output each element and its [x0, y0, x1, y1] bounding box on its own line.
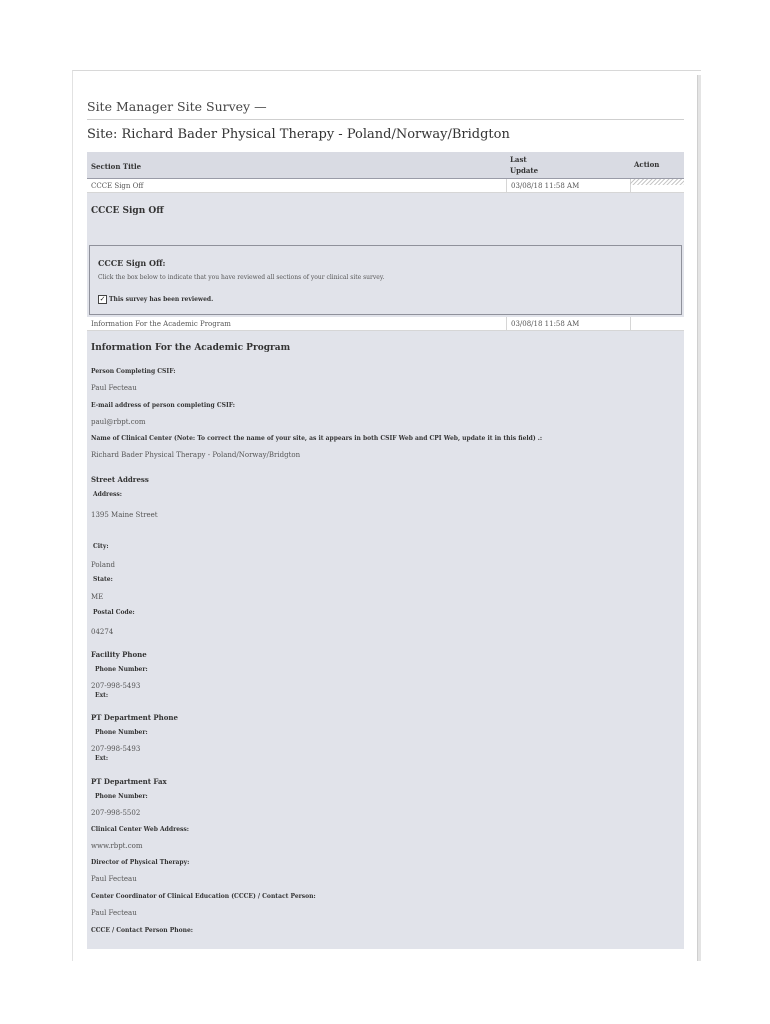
section-heading: CCCE Sign Off	[91, 206, 164, 216]
ccce-contact-label: Center Coordinator of Clinical Education (CCCE) / Contact Person:	[91, 893, 316, 900]
city-label: City:	[93, 543, 109, 550]
section-heading: Information For the Academic Program	[91, 343, 291, 353]
fax-phone-label: Phone Number:	[95, 793, 148, 800]
ccce-contact-value: Paul Fecteau	[91, 909, 137, 917]
sign-off-box	[89, 245, 682, 315]
center-name-value: Richard Bader Physical Therapy - Poland/Norway/Bridgton	[91, 451, 301, 459]
academic-section	[87, 331, 684, 949]
col-section-title: Section Title	[91, 162, 142, 171]
site-name: Site: Richard Bader Physical Therapy - Poland/Norway/Bridgton	[87, 127, 510, 142]
postal-code-value: 04274	[91, 628, 114, 636]
ccce-phone-label: CCCE / Contact Person Phone:	[91, 927, 194, 934]
survey-page	[72, 70, 701, 961]
facility-phone-heading: Facility Phone	[91, 650, 147, 659]
reviewed-checkbox[interactable]: ✓	[99, 295, 106, 303]
facility-phone-value: 207-998-5493	[91, 682, 141, 690]
row-section-title: CCCE Sign Off	[91, 182, 144, 190]
state-value: ME	[91, 593, 104, 601]
web-address-label: Clinical Center Web Address:	[91, 826, 190, 833]
state-label: State:	[93, 576, 113, 583]
title-divider	[87, 119, 684, 120]
person-completing-label: Person Completing CSIF:	[91, 368, 176, 375]
email-label: E-mail address of person completing CSIF:	[91, 402, 236, 409]
pt-dept-phone-label: Phone Number:	[95, 729, 148, 736]
web-address-value: www.rbpt.com	[91, 842, 143, 850]
pt-dept-fax-heading: PT Department Fax	[91, 777, 167, 786]
page-edge	[697, 75, 701, 961]
address-label: Address:	[93, 491, 122, 498]
person-completing-value: Paul Fecteau	[91, 384, 137, 392]
row-section-title: Information For the Academic Program	[91, 320, 231, 328]
sign-off-section	[87, 193, 684, 317]
director-label: Director of Physical Therapy:	[91, 859, 190, 866]
col-last-update: Last Update	[510, 155, 539, 175]
address-value: 1395 Maine Street	[91, 511, 158, 519]
director-value: Paul Fecteau	[91, 875, 137, 883]
table-row[interactable]	[87, 179, 684, 193]
pt-dept-ext-label: Ext:	[95, 755, 109, 762]
email-value: paul@rbpt.com	[91, 418, 146, 426]
row-action-cell[interactable]	[630, 179, 684, 185]
sign-off-instruction: Click the box below to indicate that you have reviewed all sections of your clinical site survey.	[98, 274, 385, 281]
street-address-heading: Street Address	[91, 475, 149, 484]
row-last-update: 03/08/18 11:58 AM	[506, 317, 631, 330]
postal-code-label: Postal Code:	[93, 609, 135, 616]
reviewed-checkbox-label[interactable]: This survey has been reviewed.	[109, 296, 214, 303]
row-last-update: 03/08/18 11:58 AM	[506, 179, 631, 192]
table-row[interactable]	[87, 317, 684, 331]
row-action-cell[interactable]	[630, 317, 684, 323]
facility-ext-label: Ext:	[95, 692, 109, 699]
col-action: Action	[634, 160, 660, 169]
sign-off-box-title: CCCE Sign Off:	[98, 258, 166, 268]
center-name-label: Name of Clinical Center (Note: To correct the name of your site, as it appears in both CSIF Web and CPI Web, update it in this field) .:	[91, 435, 543, 442]
pt-dept-phone-heading: PT Department Phone	[91, 713, 178, 722]
facility-phone-label: Phone Number:	[95, 666, 148, 673]
survey-content	[87, 97, 684, 949]
pt-dept-phone-value: 207-998-5493	[91, 745, 141, 753]
fax-phone-value: 207-998-5502	[91, 809, 141, 817]
city-value: Poland	[91, 561, 116, 569]
page-title: Site Manager Site Survey —	[87, 99, 267, 114]
table-header	[87, 152, 684, 179]
